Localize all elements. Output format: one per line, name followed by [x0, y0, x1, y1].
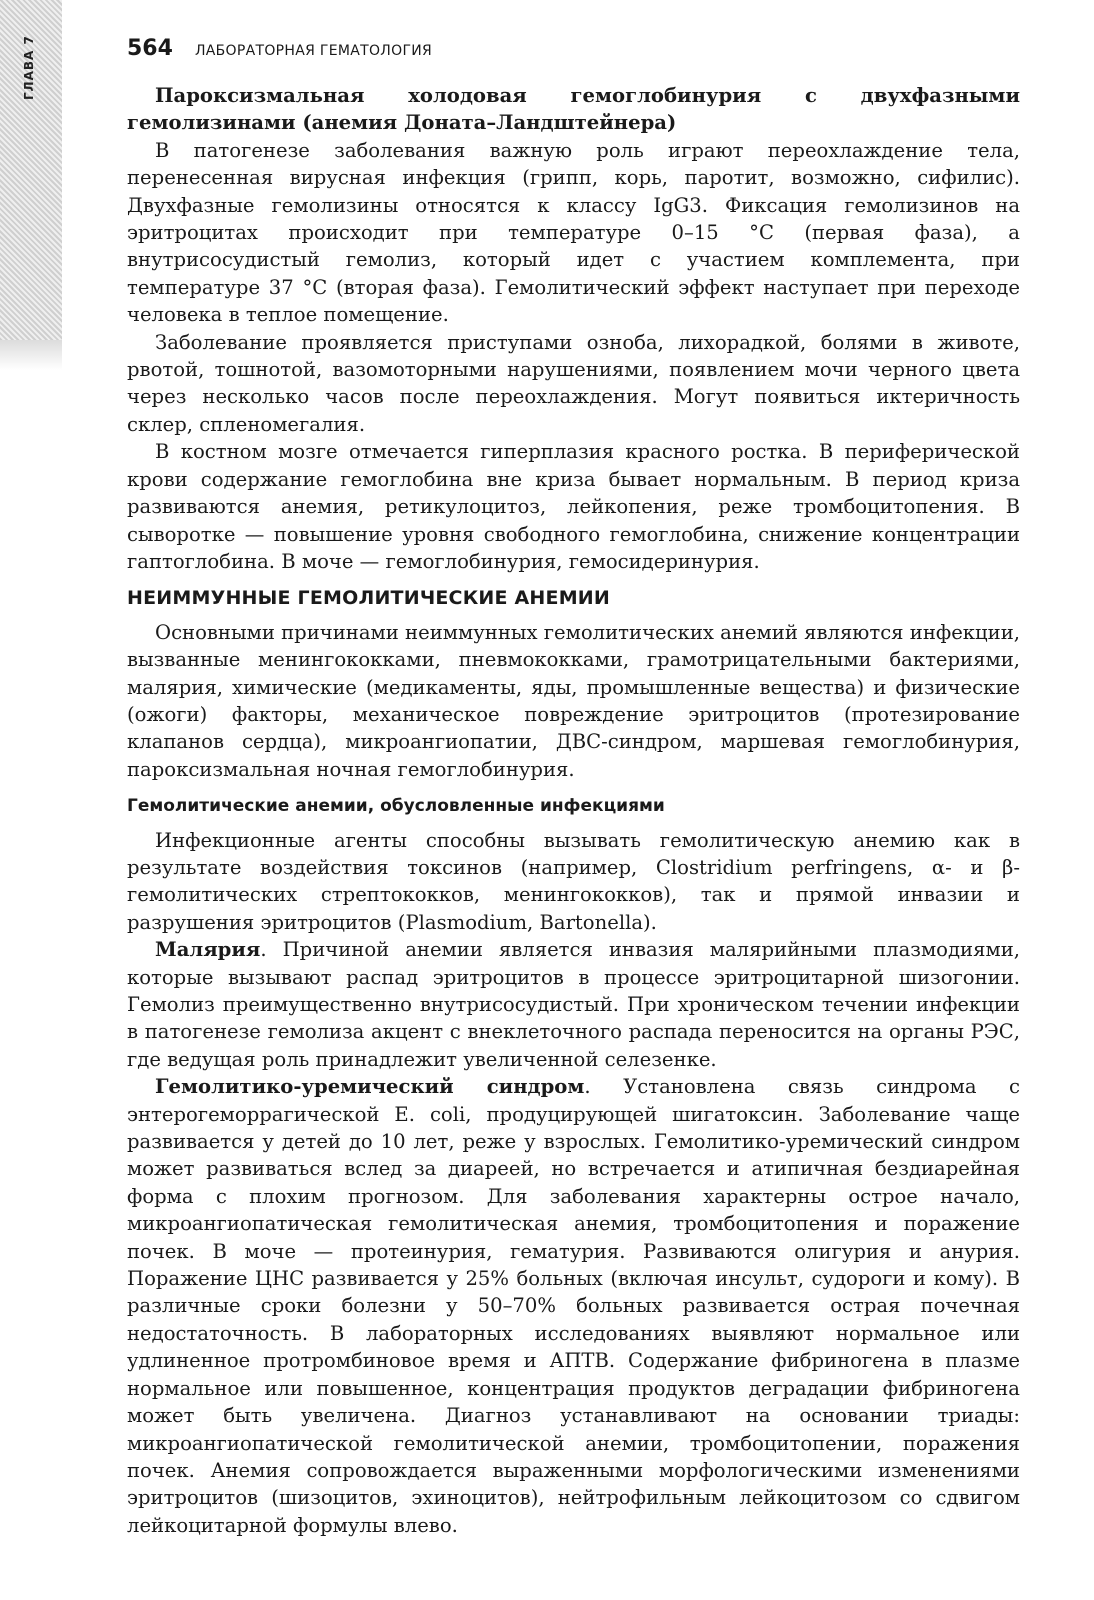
chapter-label: ГЛАВА 7 — [22, 35, 36, 100]
term-hus: Гемолитико-уремический синдром — [155, 1075, 585, 1099]
term-malaria: Малярия — [155, 938, 261, 962]
paragraph: В костном мозге отмечается гиперплазия красного ростка. В периферической крови содержание гемоглобина вне криза бывает нормальным. В период криза развиваются анемия, ретикулоцитоз, лейкопения, реже тромбоцитопения. В сыворотке — повышение уровня свободного гемоглобина, снижение концентрации гаптоглобина. В моче — гемоглобинурия, гемосидеринурия. — [127, 440, 1020, 573]
paragraph-hus — [127, 1073, 1020, 1539]
paragraph: В патогенезе заболевания важную роль играют переохлаждение тела, перенесенная вирусная инфекция (грипп, корь, паротит, возможно, сифилис). Двухфазные гемолизины относятся к классу IgG3. Фиксация гемолизинов на эритроцитах происходит при температуре 0–15 °С (первая фаза), а внутрисосудистый гемолиз, который идет с участием комплемента, при температуре 37 °С (вторая фаза). Гемолитический эффект наступает при переходе человека в теплое помещение. — [127, 138, 1020, 327]
section-title-pch: Пароксизмальная холодовая гемоглобинурия с двухфазными гемолизинами (анемия Доната–Ландштейнера) — [127, 84, 1020, 135]
paragraph: Заболевание проявляется приступами озноба, лихорадкой, болями в животе, рвотой, тошнотой, вазомоторными нарушениями, появлением мочи черного цвета через несколько часов после переохлаждения. Могут появиться иктеричность склер, спленомегалия. — [127, 330, 1020, 436]
running-title: ЛАБОРАТОРНАЯ ГЕМАТОЛОГИЯ — [194, 43, 433, 59]
paragraph: Основными причинами неиммунных гемолитических анемий являются инфекции, вызванные менингококками, пневмококками, грамотрицательными бактериями, малярия, химические (медикаменты, яды, промышленные вещества) и физические (ожоги) факторы, механическое повреждение эритроцитов (протезирование клапанов сердца), микроангиопатии, ДВС-синдром, маршевая гемоглобинурия, пароксизмальная ночная гемоглобинурия. — [127, 620, 1021, 781]
section-title-nonimmune: НЕИММУННЫЕ ГЕМОЛИТИЧЕСКИЕ АНЕМИИ — [127, 587, 611, 610]
subsection-title-infections: Гемолитические анемии, обусловленные инфекциями — [127, 796, 665, 817]
paragraph-text: . Причиной анемии является инвазия малярийными плазмодиями, которые вызывают распад эритроцитов в процессе эритроцитарной шизогонии. Гемолиз преимущественно внутрисосудистый. При хроническом течении инфекции в патогенезе гемолиза акцент с внеклеточного распада переносится на органы РЭС, где ведущая роль принадлежит увеличенной селезенке. — [127, 938, 1020, 1071]
page-number: 564 — [127, 36, 173, 61]
paragraph-text: . Установлена связь синдрома с энтерогеморрагической E. coli, продуцирующей шигатоксин. Заболевание чаще развивается у детей до 10 лет, реже у взрослых. Гемолитико-уремический синдром может развиваться вслед за диареей, но встречается и атипичная бездиарейная форма с плохим прогнозом. Для заболевания характерны острое начало, микроангиопатическая гемолитическая анемия, тромбоцитопения и поражение почек. В моче — протеинурия, гематурия. Развиваются олигурия и анурия. Поражение ЦНС развивается у 25% больных (включая инсульт, судороги и кому). В различные сроки болезни у 50–70% больных развивается острая почечная недостаточность. В лабораторных исследованиях выявляют нормальное или удлиненное протромбиновое время и АПТВ. Содержание фибриногена в плазме нормальное или повышенное, концентрация продуктов деградации фибриногена может быть увеличена. Диагноз устанавливают на основании триады: микроангиопатической гемолитической анемии, тромбоцитопении, поражения почек. Анемия сопровождается выраженными морфологическими изменениями эритроцитов (шизоцитов, эхиноцитов), нейтрофильным лейкоцитозом со сдвигом лейкоцитарной формулы влево. — [127, 1075, 1020, 1537]
chapter-side-strip — [0, 0, 62, 340]
page-header — [127, 36, 432, 61]
page-content — [127, 82, 1020, 1539]
paragraph-malaria — [127, 936, 1020, 1073]
paragraph: Инфекционные агенты способны вызывать гемолитическую анемию как в результате воздействия токсинов (например, Clostridium perfringens, α- и β-гемолитических стрептококков, менингококков), так и прямой инвазии и разрушения эритроцитов (Plasmodium, Bartonella). — [127, 828, 1020, 934]
